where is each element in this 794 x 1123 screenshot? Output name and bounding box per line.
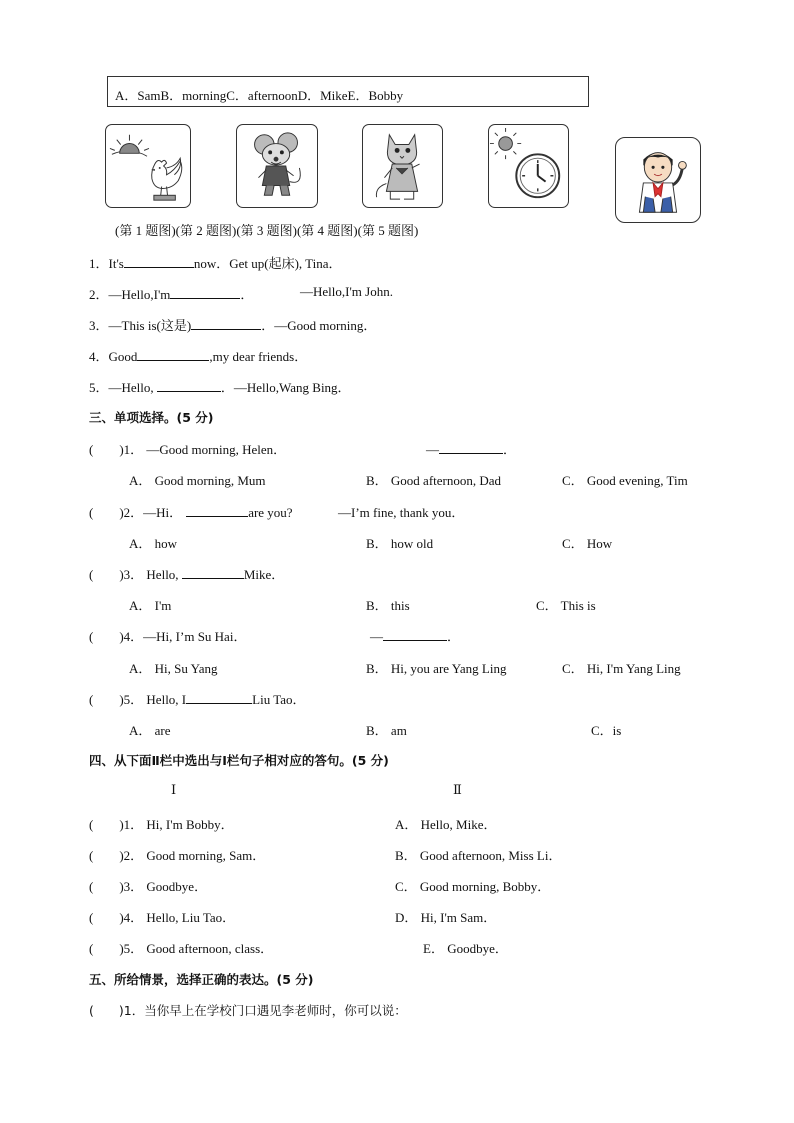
mc-3-option-c[interactable]: C． This is <box>536 598 596 613</box>
word-bank-text: A．SamB．morningC．afternoonD．MikeE．Bobby <box>115 88 404 103</box>
mc-2-option-a[interactable]: A． how <box>129 536 178 551</box>
picture-2 <box>236 124 318 208</box>
column-1-header: Ⅰ <box>171 782 177 797</box>
mc-2-option-b[interactable]: B． how old <box>366 536 434 551</box>
match-answer-d: D． Hi, I'm Sam． <box>395 910 497 925</box>
answer-blank[interactable] <box>170 286 240 299</box>
match-answer-a: A． Hello, Mike． <box>395 817 497 832</box>
fill-in-1: 1．It's now．Get up(起床), Tina． <box>89 256 342 271</box>
mc-5-option-a[interactable]: A． are <box>129 723 171 738</box>
answer-blank[interactable] <box>186 691 252 704</box>
match-answer-c: C． Good morning, Bobby． <box>395 879 551 894</box>
mc-2-option-c[interactable]: C． How <box>562 536 613 551</box>
answer-blank[interactable] <box>383 628 447 641</box>
answer-paren[interactable]: ( ) <box>89 505 124 520</box>
match-row-4: ( )4． Hello, Liu Tao． <box>89 910 236 925</box>
picture-3 <box>362 124 443 208</box>
fill-in-2: 2．—Hello,I'm ． <box>89 287 254 302</box>
picture-caption: (第 1 题图)(第 2 题图)(第 3 题图)(第 4 题图)(第 5 题图) <box>115 223 419 238</box>
answer-paren[interactable]: ( ) <box>89 879 124 894</box>
section-4-title: 四、从下面Ⅱ栏中选出与Ⅰ栏句子相对应的答句。(5 分) <box>89 753 389 768</box>
picture-5 <box>615 137 701 223</box>
answer-paren[interactable]: ( ) <box>89 629 124 644</box>
answer-paren[interactable]: ( ) <box>89 941 124 956</box>
match-answer-e: E． Goodbye． <box>423 941 508 956</box>
match-row-3: ( )3． Goodbye． <box>89 879 208 894</box>
fill-in-3: 3．—This is(这是) ．—Good morning． <box>89 318 377 333</box>
mc-5-option-c[interactable]: C．is <box>591 723 622 738</box>
answer-blank[interactable] <box>186 504 248 517</box>
cat-icon <box>363 125 442 207</box>
mc-4-option-c[interactable]: C． Hi, I'm Yang Ling <box>562 661 681 676</box>
mc-question-4: ( )4．—Hi, I’m Su Hai． <box>89 629 247 644</box>
mc-question-3: ( )3． Hello, Mike． <box>89 567 285 582</box>
mc-question-1: ( )1． —Good morning, Helen． <box>89 442 287 457</box>
mc-3-option-b[interactable]: B． this <box>366 598 410 613</box>
answer-paren[interactable]: ( ) <box>89 442 124 457</box>
answer-paren[interactable]: ( ) <box>89 567 124 582</box>
sunrise-rooster-icon <box>106 125 190 207</box>
column-2-header: Ⅱ <box>453 782 462 797</box>
mc-question-5: ( )5． Hello, I Liu Tao． <box>89 692 306 707</box>
answer-paren[interactable]: ( ) <box>89 692 124 707</box>
mc-5-option-b[interactable]: B． am <box>366 723 407 738</box>
answer-blank[interactable] <box>439 441 503 454</box>
match-row-5: ( )5． Good afternoon, class． <box>89 941 274 956</box>
answer-blank[interactable] <box>124 255 194 268</box>
picture-4 <box>488 124 569 208</box>
picture-1 <box>105 124 191 208</box>
mc-3-option-a[interactable]: A． I'm <box>129 598 172 613</box>
sun-clock-icon <box>489 125 568 207</box>
scenario-question-1: ( )1．当你早上在学校门口遇见李老师时，你可以说： <box>89 1003 407 1018</box>
match-row-2: ( )2． Good morning, Sam． <box>89 848 266 863</box>
answer-paren[interactable]: ( ) <box>89 848 124 863</box>
section-3-title: 三、单项选择。(5 分) <box>89 410 214 425</box>
mc-question-2: ( )2．—Hi． are you? <box>89 505 293 520</box>
match-row-1: ( )1． Hi, I'm Bobby． <box>89 817 234 832</box>
answer-paren[interactable]: ( ) <box>89 1003 124 1018</box>
mc-question-2-reply: —I’m fine, thank you． <box>338 505 465 520</box>
answer-paren[interactable]: ( ) <box>89 817 124 832</box>
word-bank-box <box>107 76 589 107</box>
mc-question-4-reply: — ． <box>370 629 461 644</box>
section-5-title: 五、所给情景，选择正确的表达。(5 分) <box>89 972 314 987</box>
answer-blank[interactable] <box>137 348 209 361</box>
answer-blank[interactable] <box>182 566 244 579</box>
boy-waving-icon <box>616 138 700 222</box>
mc-1-option-b[interactable]: B． Good afternoon, Dad <box>366 473 502 488</box>
fill-in-4: 4．Good ,my dear friends． <box>89 349 308 364</box>
answer-blank[interactable] <box>157 379 221 392</box>
match-answer-b: B． Good afternoon, Miss Li． <box>395 848 562 863</box>
fill-in-2-reply: —Hello,I'm John. <box>300 284 393 299</box>
mc-1-option-a[interactable]: A． Good morning, Mum <box>129 473 266 488</box>
mc-4-option-a[interactable]: A． Hi, Su Yang <box>129 661 218 676</box>
answer-blank[interactable] <box>191 317 261 330</box>
mc-4-option-b[interactable]: B． Hi, you are Yang Ling <box>366 661 507 676</box>
mouse-icon <box>237 125 317 207</box>
mc-question-1-reply: — ． <box>426 442 517 457</box>
answer-paren[interactable]: ( ) <box>89 910 124 925</box>
fill-in-5: 5．—Hello, ．—Hello,Wang Bing． <box>89 380 351 395</box>
mc-1-option-c[interactable]: C． Good evening, Tim <box>562 473 688 488</box>
